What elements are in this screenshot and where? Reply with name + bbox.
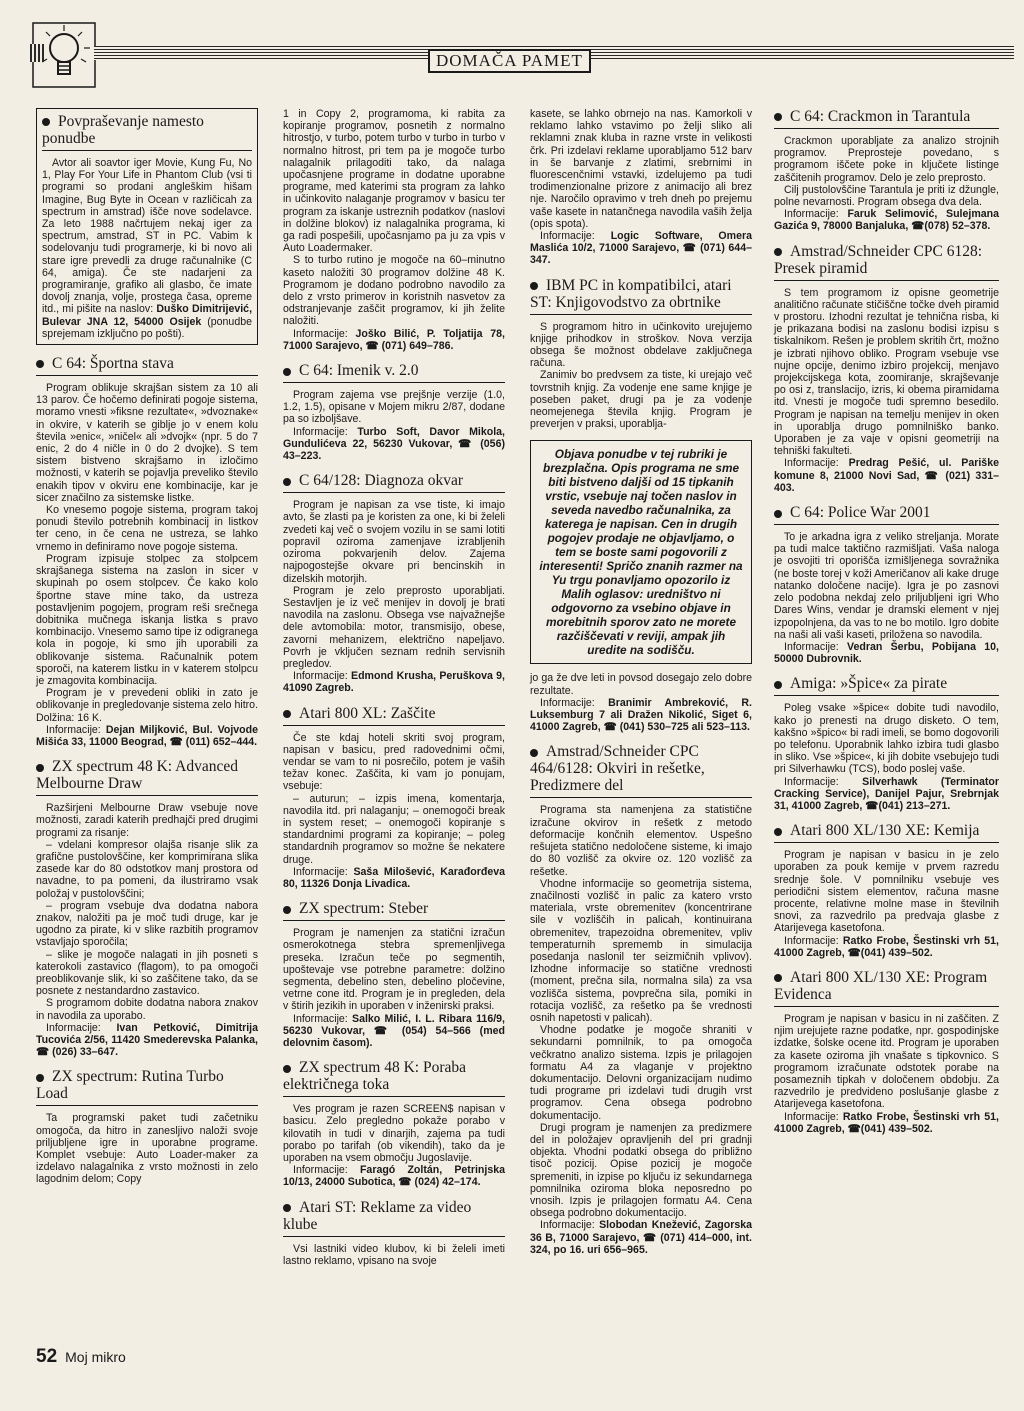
article-title: Amstrad/Schneider CPC 6128: Presek piramid: [774, 243, 999, 281]
article-evidenca: [774, 969, 999, 1135]
article-title: C 64: Športna stava: [36, 355, 258, 376]
bullet-icon: [774, 113, 782, 121]
paragraph: – slike je mogoče nalagati in jih posneti s katerokoli zastavico (flagom), to pa omogoči preoblikovanje slik, ki so zaščitene tako, da se posnete z nestandardno zastavico.: [36, 948, 258, 998]
magazine-name: Moj mikro: [65, 1349, 126, 1365]
article-kemija: [774, 822, 999, 959]
info-line: Informacije: Ratko Frobe, Šestinski vrh 51, 41000 Zagreb, ☎(041) 439–502.: [774, 1110, 999, 1135]
info-line: Informacije: Ratko Frobe, Šestinski vrh 51, 41000 Zagreb, ☎(041) 439–502.: [774, 934, 999, 959]
info-line: Informacije: Salko Milić, I. L. Ribara 116/9, 56230 Vukovar, ☎ (054) 54–566 (med delovnim časom).: [283, 1012, 505, 1049]
bullet-icon: [36, 360, 44, 368]
paragraph: jo ga že dve leti in povsod dosegajo zelo dobre rezultate.: [530, 672, 752, 697]
info-line: Informacije: Turbo Soft, Davor Mikola, Gundulićeva 22, 56230 Vukovar, ☎ (056) 43–223.: [283, 425, 505, 463]
article-melbourne-draw: [36, 758, 258, 1058]
paragraph: Program je zelo preprosto uporabljati. Sestavljen je iz več menijev in dovolj je brati navodila na zaslonu. Obsega vse najvažnejše dele avtomobila: motor, transmisijo, obese, zavorni mehanizem, električno napeljavo. Povrh je vključen seznam rednih servisnih pregledov.: [283, 584, 505, 670]
info-line: Informacije: Dejan Miljković, Bul. Vojvode Mišića 33, 11000 Beograd, ☎ (011) 652–444.: [36, 723, 258, 748]
header-stripes-left: [30, 44, 44, 62]
info-line: Informacije: Vedran Šerbu, Pobijana 10, 50000 Dubrovnik.: [774, 640, 999, 666]
info-line: Informacije: Logic Software, Omera Maslića 10/2, 71000 Sarajevo, ☎ (071) 644–347.: [530, 230, 752, 267]
article-imenik: [283, 362, 505, 462]
article-okviri: [530, 743, 752, 1256]
article-title: Atari 800 XL: Zaščite: [283, 705, 505, 726]
paragraph: Program izpisuje stolpec za stolpcem skrajšanega sistema na zaslon in sicer v skupinah po osem stolpcev. Če kako kolo športne stave mine tako, da ustreza postavljenim pogojem, program reši srečnega dobitnika mučnega iskanja listka s pravo kombinacijo. Vnesemo samo tipe iz odigranega kola in pogoje, ki smo jih uporabili za oblikovanje sistema. Računalnik potem sporoči, na katerem listku in v katerem stolpcu je zmagovita kombinacija.: [36, 552, 259, 687]
paragraph: S tem programom iz opisne geometrije analitično računate stičiščne točke dveh piramid v prostoru. Izhodni rezultat je tehnična risba, ki je prikazana bodisi na zaslonu bodisi izpisu s tiskalnikom. Rešen je problem skritih črt, možno je izbrati njihovo obliko. Program vsebuje vse nujne opcije, denimo izbiro projekcij, menjavo projekcijskega kota, zoomiranje, skrajševanje po osi z, translacijo, izris, ki obema piramidama itd. Vnesti je mogoče tudi spremno besedilo. Program je napisan na temelju menijev in oken in uporablja drugo pomnilniško banko. Uporaben je za vaje v opisni geometriji na tehniški fakulteti.: [774, 286, 999, 458]
article-steber: [283, 900, 505, 1049]
paragraph: Cilj pustolovščine Tarantula je priti iz džungle, polne nevarnosti. Program obsega dva dela.: [774, 183, 999, 209]
paragraph: Če ste kdaj hoteli skriti svoj program, napisan v basicu, pred radovednimi očmi, vendar se vam to ni posrečilo, potem je vaših težav konec. Zaščita, ki vam jo ponujam, vsebuje:: [283, 731, 505, 793]
paragraph: Program je napisan v basicu in je zelo uporaben za pouk kemije v prvem razredu srednje šole. V pomnilniku vsebuje ves periodični sistem elementov, računa masne procente, relativne molne mase in številnih snovi, za razvedrilo pa predvaja glasbe z Atarijevega kasetofona.: [774, 849, 999, 935]
bullet-icon: [42, 118, 50, 126]
paragraph: Vhodne informacije so geometrija sistema, značilnosti vozlišč in palic za katero vrsto materiala, vrste obremenitev (koncentrirane sile v vozliščih in palicah, kontinuirana obremenitev, trapezoidna obremenitev, vpliv temperaturnih sprememb in simulacija posedanja naslonil ter seizmičnih vplivov). Izhodne informacije so statične vrednosti (moment, prečna sila, normalna sila) za vsa vozlišča sistema, povprečna sila, pomiki in rotacija vozlišč, za rešetko pa še vrednosti osnih napetosti v palicah).: [530, 877, 752, 1024]
paragraph: Drugi program je namenjen za predizmere del in položajev opravljenih del pri gradnji objekta. Vhodni podatki obsega do približno tisoč pozicij. Opise pozicij je mogoče spremeniti, in izpise po ključu iz sekundarnega pomnilnika oziroma bloka neposredno po vnosih. Izpis je prilagojen formatu A4. Cena obsega podrobno dokumentacijo.: [530, 1121, 752, 1220]
page-footer: [36, 1346, 126, 1368]
bullet-icon: [530, 749, 538, 757]
info-line: Informacije: Ivan Petković, Dimitrija Tucovića 2/56, 11420 Smederevska Palanka, ☎ (026) 33–647.: [36, 1021, 258, 1059]
column-2: [283, 108, 505, 1277]
bullet-icon: [283, 478, 291, 486]
bullet-icon: [36, 1074, 44, 1082]
info-line: Informacije: Saša Milošević, Karađorđeva 80, 11326 Donja Livadica.: [283, 865, 505, 890]
info-line: Informacije: Joško Bilić, P. Toljatija 78, 71000 Sarajevo, ☎ (071) 649–786.: [283, 327, 505, 352]
bullet-icon: [774, 974, 782, 982]
info-line: Informacije: Branimir Ambreković, R. Luksemburg 7 ali Dražen Nikolić, Siget 6, 41000 Zagreb, ☎ (041) 530–725 ali 523–113.: [530, 696, 752, 734]
paragraph: Poleg vsake »špice« dobite tudi navodilo, kako jo prenesti na drugo disketo. O tem, kakšno »špico« bi radi imeli, se bomo dogovorili po telefonu. Uporabnik lahko izbira tudi glasbo in sliko. Vse »špice«, ki jih dobite vsebujejo tudi pri Silverhawku (TCS), bodo poslej vaše.: [774, 702, 999, 776]
info-line: Informacije: Faruk Selimović, Sulejmana Gazića 9, 78000 Banjaluka, ☎(078) 52–378.: [774, 208, 999, 233]
bullet-icon: [774, 510, 782, 518]
article-title: Amstrad/Schneider CPC 464/6128: Okviri in rešetke, Predizmere del: [530, 743, 752, 798]
contact-text: Duško Dimitrijević, Bulevar JNA 12, 54000 Osijek: [42, 303, 253, 328]
article-diagnoza: [283, 472, 505, 694]
page-header: [30, 22, 1020, 72]
paragraph: Program zajema vse prejšnje verzije (1.0, 1.2, 1.5), opisane v Mojem mikru 2/87, dodane pa so izboljšave.: [283, 389, 505, 426]
paragraph: Program je napisan za vse tiste, ki imajo avto, še zlasti pa je koristen za one, ki bi želeli zvedeti kaj več o svojem vozilu in se sami lotiti popravil oziroma zamenjave izrabljenih oziroma pokvarjenih delov. Zajema najpogostejše okvare pri bencinskih in dizelskih motorjih.: [283, 499, 505, 585]
article-police-war: [774, 504, 999, 665]
article-title: Amiga: »Špice« za pirate: [774, 675, 999, 696]
column-1: [36, 108, 258, 1196]
article-poraba: [283, 1059, 505, 1188]
article-body: Avtor ali soavtor iger Movie, Kung Fu, No 1, Play For Your Life in Phantom Club (vsi ti programi so prodani angleškim hišam Imagine, Bug Byte in Ocean v različicah za spectrum in amstrad) išče nove sodelavce. Za leto 1988 načrtujem nekaj iger za spectrum, amstrad, ST in PC. Vabim k sodelovanju tudi programerje, ki bi novo ali stare igre prevedli za druge računalnike (C 64, amiga). Če ste nadarjeni za programiranje, grafiko ali glasbo, če imate dovolj znanja, volje, prostega časa, opreme itd., mi pišite na naslov: Duško Dimitrijević, Bulevar JNA 12, 54000 Osijek (ponudbe sprejemam izključno po pošti).: [42, 157, 253, 340]
paragraph: Vhodne podatke je mogoče shraniti v sekundarni pomnilnik, to pa omogoča večkratno analizo sistema. Izpis je prilagojen formatu A4 za vlaganje v projektno dokumentacijo. Delovni organizacijam nudimo tudi programe pri izdelavi tudi drugih vrst programov. Cena obsega podrobno dokumentacijo.: [530, 1024, 752, 1122]
bullet-icon: [36, 764, 44, 772]
bullet-icon: [774, 828, 782, 836]
bullet-icon: [774, 681, 782, 689]
article-title: Povpraševanje namesto ponudbe: [42, 113, 252, 151]
article-title: Atari 800 XL/130 XE: Kemija: [774, 822, 999, 843]
paragraph: – vdelani kompresor olajša risanje slik za grafične pustolovščine, ker komprimirana slika zasede kar do 80 odstotkov manj prostora od navadne, to pa pomeni, da ilustriramo vsak položaj v pustolovščini;: [36, 838, 258, 900]
article-title: C 64: Police War 2001: [774, 504, 999, 525]
bullet-icon: [283, 368, 291, 376]
paragraph: – auturun; – izpis imena, komentarja, navodila itd. pri nalaganju; – onemogoči break in system reset; – onemogoči kopiranje s standardnimi programi za kopiranje; – poleg standardnih programov so možne še nekatere druge.: [283, 792, 505, 866]
article-ibm-continued: [530, 672, 752, 733]
paragraph: – program vsebuje dva dodatna nabora znakov, naložiti pa je moč tudi druge, kar je ugodno za pirate, ki v slike razbitih programov vstavljajo sporočila;: [36, 899, 258, 949]
article-title: ZX spectrum: Steber: [283, 900, 505, 921]
article-crackmon: [774, 108, 999, 233]
article-video-klube-continued: [530, 108, 752, 267]
article-title: Atari ST: Reklame za video klube: [283, 1199, 505, 1237]
paragraph: Program je namenjen za statični izračun osmerokotnega stebra spremenljivega preseka. Izračun teče po segmentih, upoštevaje vse potrebne parametre: dolžino segmenta, debelino sten, debelino pločevine, vetrne cone itd. Program je in pregleden, dela v štirih jezikih in uporaben v inženirski praksi.: [283, 927, 505, 1013]
info-line: Informacije: Slobodan Knežević, Zagorska 36 B, 71000 Sarajevo, ☎ (071) 414–000, int. 324, po 16. uri 656–965.: [530, 1219, 752, 1256]
paragraph: Ko vnesemo pogoje sistema, program takoj ponudi število potrebnih kombinacij in listkov ter ceno, in če cena ne ustreza, se lahko vrnemo in definiramo nove pogoje sistema.: [36, 504, 258, 553]
article-title: ZX spectrum 48 K: Advanced Melbourne Draw: [36, 758, 258, 796]
paragraph: Vsi lastniki video klubov, ki bi želeli imeti lastno reklamo, vpisano na svoje: [283, 1242, 505, 1267]
bullet-icon: [283, 1204, 291, 1212]
page-number: 52: [36, 1346, 58, 1367]
article-ibm-knjigovodstvo: [530, 277, 752, 431]
paragraph: S programom hitro in učinkovito urejujemo knjige prihodkov in stroškov. Nova verzija obsega še možnost obdelave zaključnega računa.: [530, 320, 752, 370]
article-video-klube: [283, 1199, 505, 1267]
article-turbo-load-continued: [283, 108, 505, 352]
paragraph: To je arkadna igra z veliko streljanja. Morate pa tudi malce taktično razmišljati. Vaša naloga je osvojiti tri oporišča izmišljenega sovražnika (ne boste torej v koži Američanov ali kake druge natanko določene nacije). Igra je po zasnovi zelo podobna nekdaj zelo priljubljeni igri Who Dares Wins, vendar je dramski element v njej izpopolnjena, da vas to ne bo motilo. Igro dobite na naši ali vaši kaseti, priložena so navodila.: [774, 531, 999, 641]
paragraph: Program je v prevedeni obliki in zato je oblikovanje in pregledovanje sistema zelo hitro. Dolžina: 16 K.: [36, 687, 259, 724]
column-4: [774, 108, 999, 1145]
paragraph: Program oblikuje skrajšan sistem za 10 ali 13 parov. Če hočemo definirati pogoje sistema, moramo vnesti »fiksne rezultate«, »dvoznake« in okvire, v katerih se giblje jo v enem kolu števila »enic«, »ničel« ali »dvojk« (npr. 5 do 7 enic, 2 do 4 ničle in 0 do 2 dvojke). S tem sistem bistveno skrajšamo in izločimo možnosti, v katerih se pojavlja preveliko število enakih tipov v okviru ene kombinacije, kar je sicer značilno za sistemske listke.: [36, 382, 258, 504]
bullet-icon: [774, 248, 782, 256]
bullet-icon: [283, 1065, 291, 1073]
paragraph: S programom dobite dodatna nabora znakov in navodila za uporabo.: [36, 997, 258, 1022]
article-title: ZX spectrum: Rutina Turbo Load: [36, 1068, 258, 1106]
article-piramid: [774, 243, 999, 494]
article-title: Atari 800 XL/130 XE: Program Evidenca: [774, 969, 999, 1007]
article-sportna-stava: [36, 355, 258, 748]
bullet-icon: [283, 906, 291, 914]
article-title: IBM PC in kompatibilci, atari ST: Knjigovodstvo za obrtnike: [530, 277, 752, 315]
paragraph: Ta programski paket tudi začetniku omogoča, da hitro in zanesljivo naloži svoje priljubljene igre in uporabne programe. Komplet vsebuje: Auto Loader-maker za izdelavo nalagalnika z vrsto možnosti in zelo lagodnim delom; Copy: [36, 1112, 258, 1186]
editorial-notice-box: Objava ponudbe v tej rubriki je brezplačna. Opis programa ne sme biti bistveno daljši od 15 tipkanih vrstic, vsebuje naj točen naslov in seveda navedbo računalnika, za katerega je napisan. Cen in drugih pogojev prodaje ne objavljamo, o tem se boste sami pogovorili z interesenti! Spričo znanih razmer na Yu trgu ponavljamo opozorilo iz Malih oglasov: uredništvo ni odgovorno za vsebino objave in morebitnih sporov zato ne morete razčiščevati v reviji, ampak jih uredite na sodišču.: [530, 440, 752, 664]
bullet-icon: [283, 710, 291, 718]
paragraph: Programa sta namenjena za statistične izračune okvirov in rešetk z metodo deformacije končnih elementov. Uspešno rešujeta statično nedoločene sisteme, ki imajo do 80 vozlišč za okvire oz. 120 vozlišč za rešetke.: [530, 804, 752, 878]
info-line: Informacije: Predrag Pešić, ul. Pariške komune 8, 21000 Novi Sad, ☎ (021) 331–403.: [774, 457, 999, 494]
paragraph: Program je napisan v basicu in ni zaščiten. Z njim urejujete razne podatke, npr. gospodinjske izdatke, šolske ocene itd. Program je uporaben za kasete oziroma jih vnašate s tipkovnico. S programom izračunate odstotek porabe na posameznih tipkah v določenem obdobju. Za razvedrilo je predvideno poslušanje glasbe z Atarijevega kasetofona.: [774, 1012, 999, 1111]
paragraph: kasete, se lahko obrnejo na nas. Kamorkoli v reklamo lahko vstavimo po želji sliko ali reklamni znak kluba in razne vrste in velikosti črk. Pri izdelavi reklame uporabljamo 512 barv in še barvanje z zlatimi, srebrnimi in fluorescenčnimi vstavki, izdelujemo pa tudi trodimenzionalne prizore z animacijo ali brez nje. Naročilo opravimo v treh dneh po prejemu vaše kasete in natančnega navodila vaših želja (opis spota).: [530, 108, 752, 230]
article-title: C 64/128: Diagnoza okvar: [283, 472, 505, 493]
bullet-icon: [530, 282, 538, 290]
article-title: C 64: Crackmon in Tarantula: [774, 108, 999, 129]
info-line: Informacije: Edmond Krusha, Peruškova 9, 41090 Zagreb.: [283, 670, 505, 695]
article-povprasevanje: [36, 108, 258, 345]
paragraph: 1 in Copy 2, programoma, ki rabita za kopiranje programov, posnetih z normalno hitrostjo, v turbo, potem turbo v turbo in turbo v normalno hitrost, pri tem pa je mogoče turbo nalagalnik prilagoditi tako, da nalaga upočasnjene programe in dodatne uporabne programe, med katerimi sta program za lahko in učinkovito nalaganje programov v basicu ter program za iskanje ustreznih podatkov (naslovi in dolžine blokov) iz nalagalnika programa, ki ga radi pospešili, upočasnjamo pa ju za vpis v Auto Loadermaker.: [283, 108, 505, 255]
column-3: [530, 108, 752, 1266]
article-turbo-load: [36, 1068, 258, 1185]
paragraph: Zanimiv bo predvsem za tiste, ki urejajo več tovrstnih knjig. Za vodenje ene same knjige je poseben paket, drugi pa je za vodenje neomejenega števila knjig. Program je preverjen v praksi, uporablja-: [530, 369, 752, 431]
paragraph: Razširjeni Melbourne Draw vsebuje nove možnosti, zaradi katerih predhajči pred drugimi programi za risanje:: [36, 802, 258, 839]
article-title: ZX spectrum 48 K: Poraba električnega toka: [283, 1059, 505, 1097]
paragraph: Ves program je razen SCREEN$ napisan v basicu. Zelo pregledno pokaže porabo v kilovatih in tudi v dinarjih, zajema pa tudi porabo po tarifah (ob vikendih), tako da je uporaben na vsem območju Jugoslavije.: [283, 1103, 505, 1165]
article-atari-zascite: [283, 705, 505, 891]
article-title: C 64: Imenik v. 2.0: [283, 362, 505, 383]
info-line: Informacije: Faragó Zoltán, Petrinjska 10/13, 24000 Subotica, ☎ (024) 42–174.: [283, 1164, 505, 1189]
info-line: Informacije: Silverhawk (Terminator Cracking Service), Danijel Pajur, Srebrnjak 31, 41000 Zagreb, ☎(041) 213–271.: [774, 775, 999, 812]
paragraph: Crackmon uporabljate za analizo strojnih programov. Preprosteje povedano, s programom iščete poke in ključete listinge zaščitenih programov. Delo je zelo preprosto.: [774, 135, 999, 184]
article-spice: [774, 675, 999, 812]
section-title: DOMAČA PAMET: [428, 49, 591, 73]
paragraph: S to turbo rutino je mogoče na 60–minutno kaseto naložiti 30 programov dolžine 48 K. Programom je dodano podrobno navodilo za delo z vrsto primerov in koristnih nasvetov za odstranjevanje zaščit programov, ki jih želite naložiti.: [283, 254, 505, 328]
